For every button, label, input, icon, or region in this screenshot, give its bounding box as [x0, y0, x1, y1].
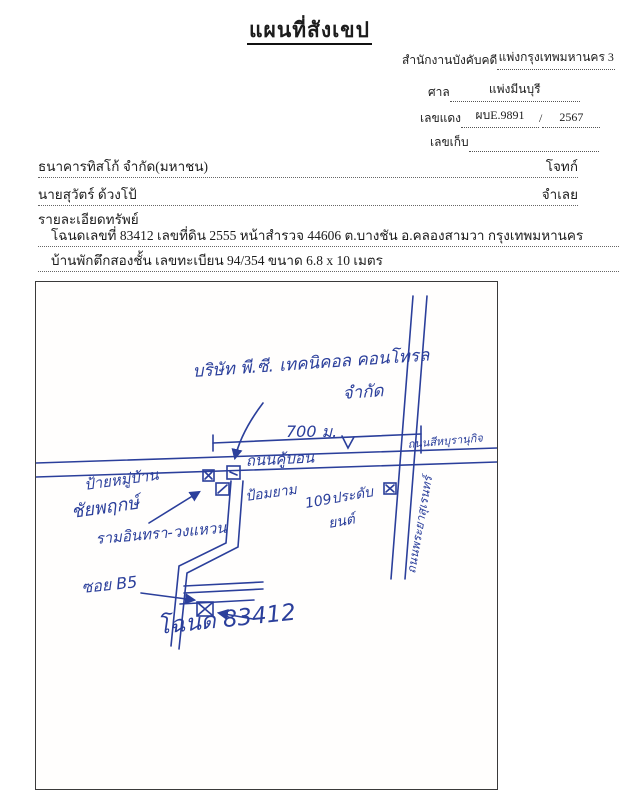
plaintiff-row	[38, 155, 578, 178]
shop-label-line1: 109ประดับ	[303, 484, 375, 512]
right-road-label: ถนนสีหบุรานุกิจ	[407, 431, 484, 451]
soi-arrow	[141, 593, 194, 600]
red-number-year: 2567	[559, 110, 584, 124]
property-section-label: รายละเอียดทรัพย์	[38, 212, 139, 227]
soi-branch-1b	[184, 589, 263, 593]
soi-branch-1a	[184, 582, 263, 586]
soi-branch-2	[180, 600, 254, 604]
main-road-label: ถนนคู้บอน	[245, 448, 315, 470]
red-number-separator: /	[539, 111, 543, 125]
vertical-road-label-lower: ถนนพระยาสุเรนทร์	[404, 474, 436, 575]
property-house-line: บ้านพักตึกสองชั้น เลขทะเบียน 94/354 ขนาด 6.8 x 10 เมตร	[38, 249, 619, 272]
page-title: แผนที่สังเขป	[0, 14, 619, 47]
office-value: แพ่งกรุงเทพมหานคร 3	[498, 50, 614, 64]
plaintiff-name: ธนาคารทิสโก้ จำกัด(มหาชน)	[38, 159, 209, 174]
deed-label: โฉนด 83412	[155, 599, 298, 640]
guard-post-label: ป้อมยาม	[244, 481, 298, 505]
red-case-number-row	[420, 108, 600, 128]
file-number-row	[430, 133, 599, 152]
red-number-label: เลขแดง	[420, 111, 462, 125]
village-sign-label-line1: ป้ายหมู่บ้าน	[83, 465, 160, 494]
court-row	[428, 82, 580, 102]
plaintiff-label: โจทก์	[545, 159, 578, 174]
defendant-name: นายสุวัตร์ ด้วงโป้	[38, 187, 137, 202]
soi-label: ซอย B5	[80, 572, 139, 597]
shop-label-line2: ยนต์	[326, 511, 357, 532]
company-marker-box	[227, 466, 240, 479]
defendant-row	[38, 183, 578, 206]
property-deed-line: โฉนดเลขที่ 83412 เลขที่ดิน 2555 หน้าสำรวจ 44606 ต.บางชัน อ.คลองสามวา กรุงเทพมหานคร	[38, 224, 619, 247]
office-label: สำนักงานบังคับคดี	[402, 53, 498, 67]
village-sign-label-line3: รามอินทรา-วงแหวน	[94, 518, 228, 548]
distance-label: 700 ม.	[286, 422, 338, 441]
red-number-value: ผบE.9891	[475, 108, 525, 122]
village-sign-label-line2: ชัยพฤกษ์	[69, 492, 141, 523]
shop-marker-x	[386, 485, 394, 492]
enforcement-office-row	[402, 50, 615, 70]
company-label-line1: บริษัท พี.ซี. เทคนิคอล คอนโทรล	[191, 345, 430, 382]
company-marker-tick	[230, 472, 237, 475]
court-label: ศาล	[428, 85, 450, 99]
court-value: แพ่งมีนบุรี	[488, 82, 541, 96]
company-label-line2: จำกัด	[341, 381, 385, 404]
file-number-label: เลขเก็บ	[430, 135, 469, 149]
village-sign-arrow	[149, 492, 199, 523]
sketch-map-frame	[35, 281, 498, 790]
sketch-map-drawing	[36, 282, 497, 789]
village-sign-marker-x	[205, 472, 212, 479]
guard-post-marker-slash	[218, 485, 227, 493]
company-arrow	[235, 403, 263, 458]
defendant-label: จำเลย	[541, 187, 578, 202]
